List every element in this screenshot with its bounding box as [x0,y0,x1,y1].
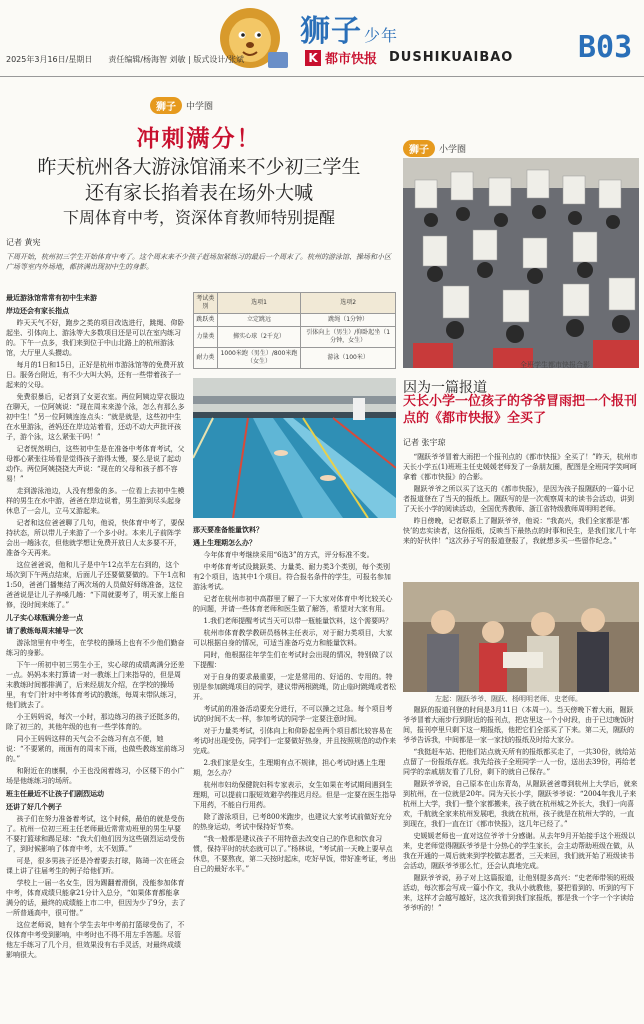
paragraph: 隰跃爷爷之所以买了这天的《都市快报》，是因为孩子报隰跃的一篇小记者报道登在了当天的报纸上。隰跃写的是一次观察周末的读书会活动，讲到了天长小学的阅读活动，全国优秀教师、浙江省特级教师周明明老师。 [403,485,634,513]
headline-main: 冲刺满分！ [136,125,262,152]
photo-caption: 全班学生都市快报合影 [520,361,590,369]
paragraph: 考试前的准备活动要充分进行，不可以操之过急。每个项目考试的时间不太一样，参加考试的同学一定要注意时间。 [193,705,393,723]
logo-mark-icon: K [305,50,321,66]
paragraph: 杭州市体育教学教研员杨林主任表示，对于耐力类项目，大家可以根据自身的情况，可适当准备巧克力和能量饮料。 [193,629,393,647]
headline-sub-3: 下周体育中考，资深体育教师特别提醒 [62,208,335,227]
photo-caption: 左起：隰跃爷爷、隰跃、杨明明老师、史老师。 [435,695,582,703]
logo-name: 都市快报 [325,52,378,67]
paragraph: 同时，他根据往年学生们在考试时会出现的情况，特别做了以下提醒： [193,651,393,669]
paragraph: 昨天天气不好，跑步之类的项目改选进行，跳绳、仰卧起坐、引体向上、游泳等大多数项目还是可以在室内练习的。下午一点多，我们来到位于中山北路上的杭州游泳馆，大厅里人头攒动。 [6,319,185,357]
subheading: 班主任最近不让孩子们剧烈运动 [6,789,104,798]
article-column-r1 [403,452,639,578]
table-body [194,314,396,369]
paragraph: 隰跃爷爷说，自己原本在山东青岛，从隰跃爸爸尊到杭州上大学后，就来到杭州，在一位就是20年。同为天长小学，隰跃爷爷说：“2004年我儿子来杭州上大学，我们一整个家都搬来，孩子就在杭州城之外长大，我们一向喜欢，千航就全家来杭州发展吧，我就在杭州，孩子就是在杭州大学的，一直到现在，我们一直在订《都市快报》，这几年已经了。” [403,780,638,828]
headline-main: 天长小学一位孩子的爷爷冒雨把一个报刊点的《都市快报》全买了 [403,394,638,426]
paragraph: 对于自身的要求最重要，一定是常用的、好适的、专用的。特别是参加跳绳项目的同学，建议带两根跳绳，防止临时跳绳或者松开。 [193,673,396,701]
paragraph: 昨日傍晚，记者联系上了隰跃爷爷，他说：“我高兴，我们全家都是‘都快’的忠实读者，这份报纸，反映当下最热点的时事和民生，是我们家几十年来的好伙伴！”这次孙子写的报道登报了，我就想多买一些留作纪念。” [403,517,637,545]
paragraph: 免费很暴后，记者到了女更衣室。两位阿姨边穿衣服边在聊天，一位阿姨说：“现在周末来游个泳，怎么有那么多初中生！”另一位阿姨连连点头：“就是就是，这些初中生在水里游泳，爸妈还在岸边站着看，还动不动大声批评孩子，游个泳，这么紧张干吗！” [6,393,185,441]
table-row [194,348,396,369]
article-column-r2 [403,705,639,1019]
paragraph: “隰跃爷爷冒着大雨把一个报刊点的《都市快报》全买了！”昨天，杭州市天长小学五(1)班班主任史媛媛老师发了一条朋友圈，配图是全班同学笑呵呵拿着《都市快报》的合影。 [403,453,638,481]
table-row [194,314,396,327]
paragraph: 记者在杭州市初中高群里了解了一下大家对体育中考比较关心的问题，并请一些体育老师和医生做了解答，希望对大家有用。 [193,595,393,613]
paragraph: 每月的1日和15日，正好是杭州市游泳馆等的免费开放日。服务台附近，有不少大叫大妈，还有一些带着孩子一起来的父母。 [6,361,184,389]
article-column-b [193,522,396,1018]
table-cell: 立定跳远 [217,314,301,327]
byline: 记者 黄宪 [6,238,41,247]
headline-kicker: 因为一篇报道 [403,380,487,396]
subheading: 请了教练每周末辅导一次 [6,626,83,635]
paragraph: 史媛媛老师也一直对这位爷爷十分感谢。从去年9月开始接手这个班级以来，史老师觉得隰跃爷爷是十分热心的学生家长，会主动帮助班级在做，从我在开通的一周后就来到学校做志愿者，三天来回，我们就开始了班级读书会活动，隰跃爷爷那么忙，还会认真地完成。 [403,832,635,870]
table-cell: 引体向上（男生）/仰卧起坐（1分钟，女生） [301,327,396,348]
section-label: 中学圈 [186,102,214,112]
subheading: 那天要准备能量饮料？ [193,525,263,534]
subheading: 还讲了好几个例子 [6,802,62,811]
masthead-divider [0,76,644,77]
table-cell: 游泳（100米） [301,348,396,369]
paragraph: 小王妈妈说，每次一小时，那边练习的孩子还挺多的，除了初三的，其他年级的也有一些学体育的。 [6,713,185,731]
section-label: 小学圈 [439,145,467,155]
paragraph: “我挺赶车站、把他们站点就天所有的报纸都买走了，一共30份，就给站点留了一份报纸存底。我先给孩子全班同学一人一份，送出去39份，再给老同学的亲戚朋友看了几份，剩下的就自己保存。” [403,748,636,776]
paragraph: 这位老师说，她有个学生去年中考前打篮球受伤了，不仅体育中考受到影响，中考时也不得不用左手答题。尽管他左手练习了几个月，但效果没有右手灵活，对最终成绩影响很大。 [6,921,185,959]
paragraph: 隰跃的报道刊登的时间是3月11日（本周一）。当天傍晚下着大雨，隰跃爷爷冒着大雨步行到附近的报刊点，把店里这一个小时段，由于已过晚饭时间，报刊亭里只剩下这一期报纸，他把它们全部买了下来。第二天，隰跃的爷爷告诉我，中间都是一家一家找的报纸及时给大家分。 [403,706,634,744]
table-header-cell: 选项1 [217,293,301,314]
brand-title: 狮子 少年 [300,14,399,49]
logo-pinyin: DUSHIKUAIBAO [389,50,514,65]
paragraph: 隰跃爷爷说，孙子对上这篇报道，让他别提多高兴：“史老师带领的班级活动，每次都会写成一篇小作文，我从小就教他，要把看到的、听到的写下来，这样才会越写越好，这次我看到我们家报纸，都是我一个字一个字读给爷爷听的！” [403,874,635,912]
paragraph: “我一般都是建议孩子不用特意去改变自己的作息和饮食习惯，保持平时的状态就可以了。”杨林说，“考试前一天晚上要早点休息，不要熬夜，第二天按时起床，吃好早饭，带好准考证，考出自己的最好水平。” [193,835,396,873]
dateline: 2025年3月16日/星期日 责任编辑/杨海智 刘敏 | 版式设计/张斌 [6,55,245,64]
exam-items-table [193,292,396,369]
paragraph: 这位爸爸说，他和儿子是中午12点半左右到的，这个场次到下午两点结束，后面儿子还要做要做的。下午1点和1:50，爸爸门播集结了两次场的人员做好师练准备，这位爸爸说是让儿子养嗓几趟：“下周就要考了，明天家上能自修，没时间来练了。” [6,561,186,609]
subheading: 遇上生理期怎么办？ [193,538,256,547]
section-pill: 狮子 [150,97,182,114]
byline: 记者 张宇琼 [403,438,446,447]
paragraph: 学校上一届一名女生，因为踢翻着滑倒，没能参加体育中考，体育成绩只能拿21分计入总分，“如果体育都能拿满分的话，最终的成绩能上市二中，但因为少了9分，去了一所普通高中，很可惜。” [6,879,186,917]
paragraph: 除了游泳项目，已考800米跑步，也建议大家考试前做好充分的热身运动，考试中保持好节奏。 [193,813,392,831]
paragraph: 2.我们家是女生，生理期有点不规律，担心考试时遇上生理期，怎么办？ [193,759,386,777]
article-column-a [6,290,186,1018]
paragraph: 孩子们在努力准备着考试，这个时候，最伯的就是受伤了。杭州一位初三班主任老师最近常常劝班里的男生早要不要打篮球和踢足球：“我大们他们因为这些剧烈运动受伤了，到时候影响了体育中考，太不划算。” [6,815,185,853]
section-pill: 狮子 [403,140,435,157]
table-cell: 1000米跑（男生）/800米跑（女生） [217,348,301,369]
paragraph: 中考体育考试设跳跃类、力量类、耐力类3个类别，每个类别有2个项目，选其中1个项目。符合报名条件的学生，可报名参加游泳考试。 [193,563,391,591]
family-photo [403,582,639,692]
headline-sub-1: 昨天杭州各大游泳馆涌来不少初三学生 [37,156,361,178]
paragraph: 1.我们老师提醒考试当天可以带一瓶能量饮料，这个需要吗？ [203,617,393,625]
table-cell: 力量类 [194,327,218,348]
table-cell: 跳绳（1分钟） [301,314,396,327]
subheading: 岸边还会有家长指点 [6,306,69,315]
section-tag-primary-school [403,140,466,157]
paragraph: 今年体育中考继续采用“6选3”的方式，评分标准不变。 [203,551,374,559]
paragraph: 杭州市妇幼保健院妇科专家表示，女生如果在考试期间遇到生理期，可以提前口服短效避孕药推迟月经。但是一定要在医生指导下用药，不能自行用药。 [193,781,396,809]
class-group-photo [403,158,639,368]
paragraph: 可是，很多男孩子还是冷着要去打球，陈琦一次在班会课上讲了往届考生的例子给他们听。 [6,857,185,875]
headline-sub-2: 还有家长掐着表在场外大喊 [84,182,313,204]
paragraph: 记者恍然明白，这些初中生是在准备中考体育考试，父母都心紧张往场看是觉得孩子游得太慢，要么是说了起动动作。两位阿姨挠挠大声说：“现在的父母和孩子都不容易！” [6,445,185,483]
swimming-pool-photo [193,378,396,518]
subheading: 儿子实心球瓶满分差一点 [6,613,83,622]
newspaper-logo [305,48,513,67]
subheading: 最近游泳馆常常有初中生来游 [6,293,97,302]
table-header-row [194,293,396,314]
table-cell: 跳跃类 [194,314,218,327]
masthead [0,0,644,75]
table-cell: 耐力类 [194,348,218,369]
paragraph: 游泳馆里有中考生，在学校的操场上也有不少他们勤奋练习的身影。 [6,639,185,657]
table-cell: 掷实心球（2千克） [217,327,301,348]
paragraph: 同小王妈妈这样的天气会不会练习有点不便，她说：“不要紧的，雨面有的周末下雨，也做些教练室前练习的。” [6,735,185,763]
table-header-cell: 考试类别 [194,293,218,314]
table-row [194,327,396,348]
paragraph: 走到游泳池边，人没有想象的多。一位看上去初中生模样的男生在水中游，爸爸在岸边说着，男生游到尽头起身休息了一会儿，立马又游起来。 [6,487,185,515]
paragraph: 和附近在的康桐，小王也没闲着练习，小区楼下的小广场是他练练习的场所。 [6,767,185,785]
page-number: B03 [578,30,633,65]
table-header-cell: 选项2 [301,293,396,314]
section-tag-middle-school [150,97,213,114]
paragraph: 记者和这位爸爸聊了几句，他说，快体育中考了，要保持状态，所以带儿子来游了一个多小时。本来儿子前阵学会出一趟泳衣，但他就学想让免费开放日人太多要不开，准备今天再来。 [6,519,185,557]
paragraph: 对于力量类考试，引体向上和仰卧起坐两个项目都比较容易在考试时出现受伤，同学们一定要做好热身，并且按照规范的动作来完成。 [193,727,396,755]
lead-paragraph: 下周开始，杭州初三学生开始体育中考了。这个周末来不少孩子赶场加紧练习的最后一个周末了。杭州的游泳馆、操场和小区广场等室内外场地，都挤满出现初中生的身影。 [6,253,391,271]
paragraph: 下午一所初中初三男生小王，实心球的成绩离满分还差一点。妈妈本来打算请一对一教练上门来指导的，但是周末教练时间都排满了，后来经朋友介绍，在学校的操场里，有专门针对中考体育考试的教练，每周末带队练习，他们就去了。 [6,661,185,709]
